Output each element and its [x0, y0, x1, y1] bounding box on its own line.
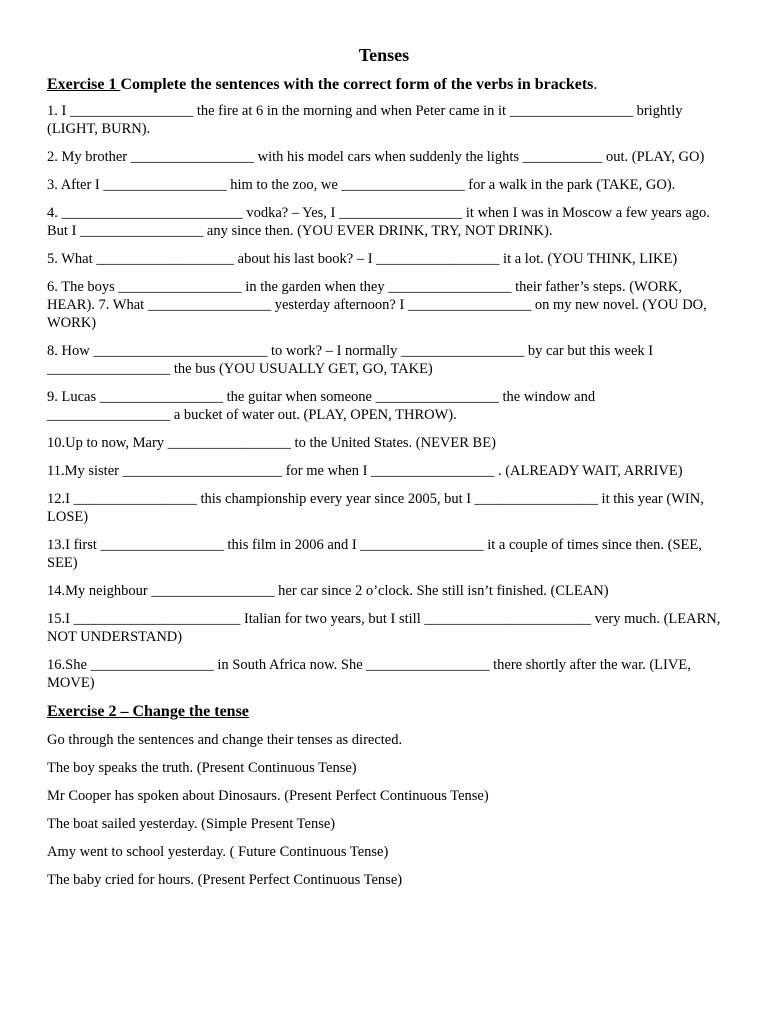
exercise-2-item-1: The boy speaks the truth. (Present Continuous Tense): [47, 760, 357, 776]
exercise-2-item-5: The baby cried for hours. (Present Perfect Continuous Tense): [47, 872, 403, 888]
exercise-2-item-3: The boat sailed yesterday. (Simple Present Tense): [47, 816, 336, 832]
exercise-1-item-9: 9. Lucas _________________ the guitar when someone _________________ the window and _________________ a bucket of water out. (PLAY, OPEN, THROW).: [47, 389, 596, 423]
exercise-1-item-6: 6. The boys _________________ in the garden when they _________________ their father’s steps. (WORK, HEAR). 7. What _________________ yesterday afternoon? I _________________ on my new novel. (YOU DO, WORK): [47, 279, 707, 331]
exercise-2-instruction: Go through the sentences and change their tenses as directed.: [47, 732, 403, 748]
exercise-1-item-10: 10.Up to now, Mary _________________ to the United States. (NEVER BE): [47, 435, 496, 451]
exercise-1-item-5: 5. What ___________________ about his last book? – I _________________ it a lot. (YOU THINK, LIKE): [47, 251, 678, 267]
exercise-2-item-4: Amy went to school yesterday. ( Future Continuous Tense): [47, 844, 389, 860]
exercise-1: [47, 75, 721, 692]
exercise-2: [47, 702, 721, 889]
exercise-1-item-8: 8. How ________________________ to work? – I normally _________________ by car but this week I _________________ the bus (YOU USUALLY GET, GO, TAKE): [47, 343, 654, 377]
exercise-1-item-14: 14.My neighbour _________________ her car since 2 o’clock. She still isn’t finished. (CLEAN): [47, 583, 609, 599]
exercise-1-heading-end: .: [593, 76, 598, 93]
exercise-1-instruction: Complete the sentences with the correct form of the verbs in brackets: [120, 76, 594, 93]
exercise-1-item-4: 4. _________________________ vodka? – Yes, I _________________ it when I was in Moscow a few years ago. But I _________________ any since then. (YOU EVER DRINK, TRY, NOT DRINK).: [47, 205, 710, 239]
exercise-1-item-1: 1. I _________________ the fire at 6 in the morning and when Peter came in it _________________ brightly (LIGHT, BURN).: [47, 103, 683, 137]
exercise-1-item-13: 13.I first _________________ this film in 2006 and I _________________ it a couple of times since then. (SEE, SEE): [47, 537, 702, 571]
exercise-1-label: Exercise 1: [47, 76, 121, 93]
exercise-2-heading: [47, 702, 721, 722]
exercise-1-item-16: 16.She _________________ in South Africa now. She _________________ there shortly after the war. (LIVE, MOVE): [47, 657, 691, 691]
exercise-1-item-2: 2. My brother _________________ with his model cars when suddenly the lights ___________ out. (PLAY, GO): [47, 149, 705, 165]
exercise-2-heading-text: Exercise 2 – Change the tense: [47, 703, 249, 720]
exercise-2-item-2: Mr Cooper has spoken about Dinosaurs. (Present Perfect Continuous Tense): [47, 788, 489, 804]
exercise-1-item-11: 11.My sister ______________________ for me when I _________________ . (ALREADY WAIT, ARRIVE): [47, 463, 683, 479]
exercise-1-item-15: 15.I _______________________ Italian for two years, but I still _______________________ very much. (LEARN, NOT UNDERSTAND): [47, 611, 721, 645]
exercise-1-item-3: 3. After I _________________ him to the zoo, we _________________ for a walk in the park (TAKE, GO).: [47, 177, 676, 193]
exercise-1-item-12: 12.I _________________ this championship every year since 2005, but I _________________ it this year (WIN, LOSE): [47, 491, 704, 525]
exercise-1-heading: [47, 75, 721, 95]
page-title: Tenses: [358, 45, 410, 65]
